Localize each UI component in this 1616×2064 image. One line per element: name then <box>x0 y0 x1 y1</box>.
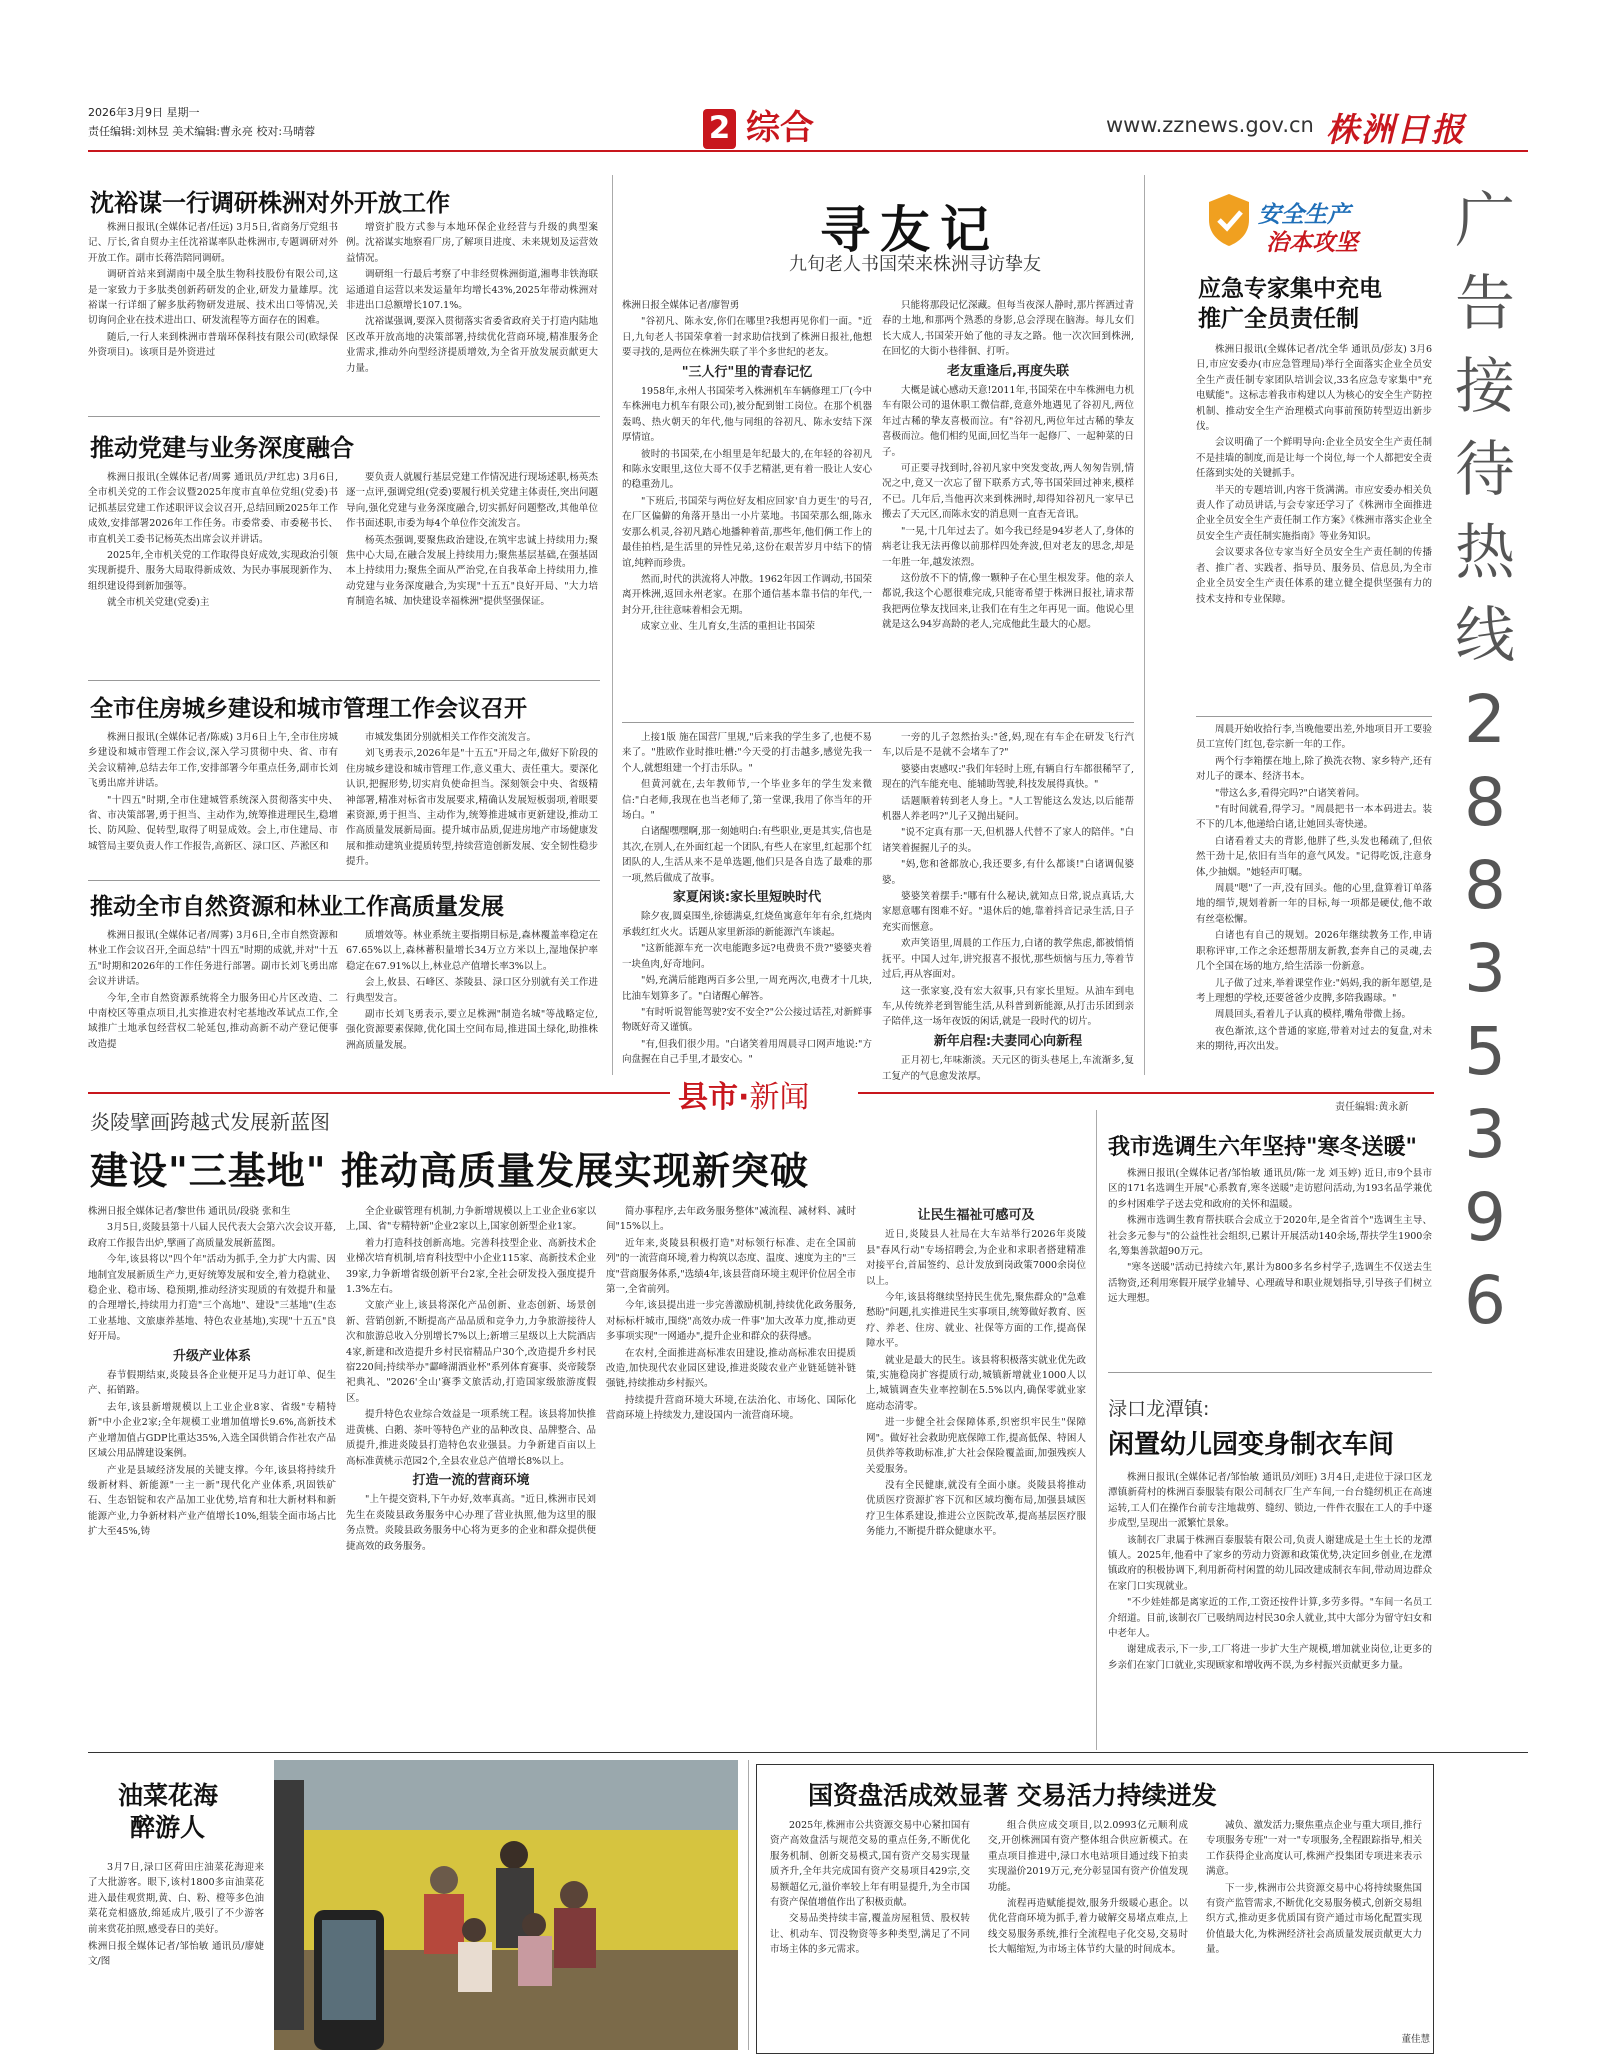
paragraph: 株洲市选调生教育帮扶联合会成立于2020年,是全省首个"选调生主导、社会多元参与"的公益性社会组织,已累计开展活动140余场,帮扶学生1900余名,筹集善款超90万元。 <box>1108 1215 1432 1258</box>
paragraph: 2025年,株洲市公共资源交易中心紧扣国有资产高效盘活与规范交易的重点任务,不断优化服务机制、创新交易模式,国有资产交易实现量质齐升,全年共完成国有资产交易项目429宗,交易额超亿元,溢价率较上年有明显提升,为全市国有资产保值增值作出了积极贡献。 <box>770 1820 970 1909</box>
article-11-credit: 董佳慧 <box>1401 2034 1430 2045</box>
paragraph: 副市长刘飞勇表示,要立足株洲"制造名城"等战略定位,强化资源要素保障,优化国土空间布局,推进国土绿化,助推株洲高质量发展。 <box>346 1009 598 1051</box>
article-11-title: 国资盘活成效显著 交易活力持续迸发 <box>808 1781 1217 1810</box>
paragraph: 白诸醒嘿嘿啊,那一刻她明白:有些职业,更是其实,信也是其次,在别人,在外面红起一个团队,有些人在家里,红起那个红团队的人,生活从来不是单选题,他们只是各自选了最难的那一项,然后做成了故事。 <box>622 826 872 884</box>
ad-char: 3 <box>1464 1096 1506 1173</box>
article-10-caption-block <box>88 1860 264 2050</box>
paragraph: 除夕夜,圆桌围坐,徐德满桌,红烧鱼寓意年年有余,红烧肉承载红红火火。话题从家里新添的新能源汽车谈起。 <box>622 911 872 938</box>
paragraph: 流程再造赋能提效,服务升级暖心惠企。以优化营商环境为抓手,着力破解交易堵点难点,上线交易服务系统,推行全流程电子化交易,交易时长大幅缩短,为市场主体节约大量的时间成本。 <box>988 1898 1188 1956</box>
paragraph: "有时间就看,得学习。"周晨把书一本本码进去。装不下的几本,他递给白诸,让她回头寄快递。 <box>1196 804 1432 831</box>
section-label-dot: · <box>738 1080 750 1115</box>
article-10-title-line-2: 醉游人 <box>130 1813 206 1842</box>
paragraph: 没有全民健康,就没有全面小康。炎陵县将推动优质医疗资源扩容下沉和区域均衡布局,加强县域医疗卫生体系建设,推进公立医院改革,提高基层医疗服务能力,不断提升群众健康水平。 <box>866 1479 1086 1538</box>
paragraph: 今年,全市自然资源系统将全力服务田心片区改造、二中南校区等重点项目,扎实推进农村宅基地改革试点工作,全域推广土地承包经营权二轮延包,推动高新不动产登记便事改造提 <box>88 992 338 1050</box>
article-9-kicker: 渌口龙潭镇: <box>1108 1398 1210 1420</box>
article-7-kicker: 炎陵擘画跨越式发展新蓝图 <box>90 1110 330 1134</box>
county-section-editor: 责任编辑:黄永新 <box>1335 1102 1409 1113</box>
subheading: 让民生福祉可感可及 <box>917 1208 1035 1223</box>
paragraph: "下班后,书国荣与两位好友相应回家'自力更生'的号召,在厂区偏僻的角落开垦出一小片菜地。书国荣那么细,陈永安那么机灵,谷初凡踏心地播种着苗,那些年,他们俩工作上的最佳拍档,是生活里的异性兄弟,这份在艰苦岁月中结下的情谊,纯粹而珍贵。 <box>622 495 872 569</box>
paragraph: 产业是县域经济发展的关键支撑。今年,该县将持续升级新材料、新能源"一主一新"现代化产业体系,巩固铁矿石、生态铝锭和农产品加工业优势,培育和壮大新材料和新能源产业,力争新材料产业产值增长10%,组装全面市场占比扩大至45%,铸 <box>88 1464 336 1538</box>
article-5-subtitle: 九旬老人书国荣来株洲寻访挚友 <box>789 254 1041 275</box>
paragraph: 会议明确了一个鲜明导向:企业全员安全生产责任制不是挂墙的制度,而是让每一个岗位,每一个人都把安全责任落到实处的关键抓手。 <box>1196 437 1432 480</box>
paragraph: 近年来,炎陵县积极打造"对标领行标准、走在全国前列"的一流营商环境,着力构筑以态度、温度、速度为主的"三度"营商服务体系,"选绩4年,该县营商环境主观评价位居全市第一,全省前列。 <box>606 1237 856 1296</box>
paragraph: 1958年,永州人书国荣考入株洲机车车辆修理工厂(今中车株洲电力机车有限公司),被分配到钳工岗位。在那个机器轰鸣、热火朝天的年代,他与同组的谷初凡、陈永安结下深厚情谊。 <box>622 386 872 444</box>
paragraph: 就全市机关党建(党委)主 <box>107 597 210 609</box>
paragraph: 刘飞勇表示,2026年是"十五五"开局之年,做好下阶段的住房城乡建设和城市管理工作,意义重大、责任重大。要深化认识,把握形势,切实肩负使命担当。深刻领会中央、省级精神部署,精准对标省市发展要求,精确认发展短板弱项,着眼要素资源,勇于担当、主动作为,统筹推进城市更新建设,推动工作高质量发展新局面。提升城市品质,促进房地产市场健康发展和推动建筑业提质转型,持续营造创新发展、安全韧性稳步提升。 <box>346 748 598 868</box>
photo-credit: 株洲日报全媒体记者/邹怡敏 通讯员/廖婕 文/图 <box>88 1941 264 1968</box>
paragraph: 婆婆笑着摆手:"哪有什么秘诀,就知点日常,说点真话,大家愿意哪有图难不好。"退休后的她,靠着抖音记录生活,日子充实而惬意。 <box>882 891 1134 933</box>
paragraph: 杨英杰强调,要聚焦政治建设,在筑牢忠诚上持续用力;聚焦中心大局,在融合发展上持续用力;聚焦基层基础,在强基固本上持续用力;聚焦全面从严治党,在自我革命上持续用力,推动党建与业务深度融合,为实现"十五五"良好开局、"大力培育制造名城、加快建设幸福株洲"提供坚强保证。 <box>346 534 598 608</box>
paragraph: 春节假期结束,炎陵县各企业便开足马力赶订单、促生产、拓销路。 <box>88 1370 336 1397</box>
ad-char: 8 <box>1464 764 1506 841</box>
paragraph: 大概是诚心感动天意!2011年,书国荣在中车株洲电力机车有限公司的退休职工微信群,竟意外地遇见了谷初凡,两位年过古稀的挚友喜极而泣。有"谷初凡,两位年过古稀的挚友喜极而泣。他们相约见面,回忆当年一起修厂、一起种菜的日子。 <box>882 385 1134 458</box>
article-7-column-1 <box>88 1204 336 1744</box>
paragraph: 夜色渐浓,这个普通的家庭,带着对过去的复盘,对未来的期待,再次出发。 <box>1196 1025 1432 1053</box>
paragraph: 会议要求各位专家当好全员安全生产责任制的传播者、推广者、实践者、指导员、服务员、信息员,为全市企业全员安全生产责任体系的建立健全提供坚强有力的技术支持和专业保障。 <box>1196 547 1432 605</box>
paragraph: 2025年,全市机关党的工作取得良好成效,实现政治引领实现新提升、服务大局取得新成效、为民办事展现新作为、组织建设得到新加强等。 <box>88 550 338 592</box>
paragraph: 会上,攸县、石峰区、茶陵县、渌口区分别就有关工作进行典型发言。 <box>346 977 598 1004</box>
paragraph: 这一张家宴,没有宏大叙事,只有家长里短。从油车到电车,从传统养老到智能生活,从科普到新能源,从打击乐团到亲子陪伴,这一场年夜饭的闲话,就是一段时代的切片。 <box>882 985 1134 1028</box>
subheading: 升级产业体系 <box>172 1348 251 1364</box>
paragraph: 两个行李箱摆在地上,除了换洗衣物、家乡特产,还有对儿子的课本、经济书本。 <box>1196 755 1432 783</box>
paragraph: 今年,该县将继续坚持民生优先,聚焦群众的"急难愁盼"问题,扎实推进民生实事项目,统筹做好教育、医疗、养老、住房、就业、社保等方面的工作,提高保障水平。 <box>866 1292 1086 1350</box>
paragraph: "带这么多,看得完吗?"白诸笑着问。 <box>1215 787 1365 799</box>
article-4-column-2 <box>346 928 598 1078</box>
ad-char: 5 <box>1464 1013 1506 1090</box>
paragraph: "寒冬送暖"活动已持续六年,累计为800多名乡村学子,选调生不仅送去生活物资,还利用寒假开展学业辅导、心理疏导和职业规划指导,引导孩子们树立远大理想。 <box>1108 1262 1432 1305</box>
paragraph: 3月5日,炎陵县第十八届人民代表大会第六次会议开幕,政府工作报告出炉,擘画了高质量发展新蓝图。 <box>88 1222 336 1249</box>
masthead-rule <box>88 150 1528 152</box>
article-7-column-3 <box>606 1204 856 1744</box>
article-11-column-2 <box>988 1818 1188 2046</box>
paragraph: 组合供应成交项目,以2.0993亿元顺利成交,开创株洲国有资产整体组合供应新模式。在重点项目推进中,渌口水电站项目通过线下拍卖实现溢价2019万元,充分彰显国有资产价值发现功能。 <box>988 1820 1188 1893</box>
article-6-title-line-1: 应急专家集中充电 <box>1198 276 1382 302</box>
article-11-column-3 <box>1206 1818 1422 2030</box>
paragraph: 婆婆由衷感叹:"我们年轻时上班,有辆自行车都很稀罕了,现在的汽车能充电、能辅助驾驶,科技发展得真快。" <box>882 763 1134 791</box>
divider <box>622 722 1134 723</box>
website-url: www.zznews.gov.cn <box>1106 113 1314 137</box>
article-3-title: 全市住房城乡建设和城市管理工作会议召开 <box>90 696 527 722</box>
article-7-column-4 <box>866 1204 1086 1744</box>
county-section-label <box>678 1072 809 1116</box>
photo-rapeseed-field <box>274 1760 738 2050</box>
ad-char: 待 <box>1455 435 1515 505</box>
article-1-title: 沈裕谋一行调研株洲对外开放工作 <box>90 189 450 217</box>
paragraph: 就业是最大的民生。该县将积极落实就业优先政策,实施稳岗扩容提质行动,城镇新增就业1000人以上,城镇调查失业率控制在5.5%以内,确保零就业家庭动态清零。 <box>866 1354 1086 1412</box>
article-3-column-2 <box>346 730 598 878</box>
divider <box>88 880 600 881</box>
paragraph: 提升特色农业综合效益是一项系统工程。该县将加快推进黄桃、白鹅、茶叶等特色产业的品种改良、品牌整合、品质提升,推进炎陵县打造特色农业强县。力争新建百亩以上高标准黄桃示范园2个,全县农业总产值增长8%以上。 <box>346 1409 596 1467</box>
article-7-column-2 <box>346 1204 596 1744</box>
paragraph: 半天的专题培训,内容干货满满。市应安委办相关负责人作了动员讲话,与会专家还学习了《株洲市全面推进企业全员安全生产责任制工作方案》《株洲市落实企业全员安全生产责任制实施指南》等业务知识。 <box>1196 484 1432 542</box>
paragraph: 彼时的书国荣,在小组里是年纪最大的,在年轻的谷初凡和陈永安眼里,这位大哥不仅手艺精湛,更有着一股让人安心的稳重劲儿。 <box>622 448 872 491</box>
byline: 株洲日报全媒体记者/黎世伟 通讯员/段骁 张和生 <box>88 1206 291 1217</box>
ad-char: 2 <box>1464 681 1506 758</box>
article-1-column-2 <box>346 220 598 410</box>
paragraph: 正月初七,年味渐淡。天元区的街头巷尾上,车流渐多,复工复产的气息愈发浓厚。 <box>882 1055 1134 1082</box>
section-label-part-2: 新闻 <box>749 1080 810 1115</box>
paragraph: 调研首站来到湖南中晟全肽生物科技股份有限公司,这是一家致力于多肽类创新药研发的企业,研发力量雄厚。沈裕谋一行详细了解多肽药物研发进展、技术出口等情况,关切询问企业在技术进出口、研发流程等方面存在的困难。 <box>88 269 338 327</box>
paragraph: 着力打造科技创新高地。完善科技型企业、高新技术企业梯次培育机制,培育科技型中小企业115家、高新技术企业39家,力争新增省级创新平台2家,全社会研发投入强度提升1.3%左右。 <box>346 1237 596 1296</box>
ad-char: 9 <box>1464 1179 1506 1256</box>
paragraph: "这新能源车充一次电能跑多远?电费贵不贵?"婆婆夹着一块鱼肉,好奇地问。 <box>622 943 872 970</box>
paragraph: 株洲日报讯(全媒体记者/陈威) 3月6日上午,全市住房城乡建设和城市管理工作会议,深入学习贯彻中央、省、市有关会议精神,总结去年工作,安排部署今年重点任务,副市长刘飞勇出席并讲话。 <box>88 732 338 790</box>
ad-char: 3 <box>1464 930 1506 1007</box>
section-rule-right <box>858 1092 1434 1094</box>
subheading: 新年启程:夫妻同心向新程 <box>933 1033 1083 1049</box>
paragraph: 株洲日报讯(全媒体记者/周雾) 3月6日,全市自然资源和林业工作会议召开,全面总结"十四五"时期的成就,并对"十五五"时期和2026年的工作任务进行部署。副市长刘飞勇出席会议并讲话。 <box>88 930 338 988</box>
photo-caption: 3月7日,渌口区荷田庄油菜花海迎来了大批游客。眼下,该村1800多亩油菜花进入最佳观赏期,黄、白、粉、橙等多色油菜花竞相盛放,绵延成片,吸引了不少游客前来赏花拍照,感受春日的美好。 <box>88 1862 264 1935</box>
article-4-column-1 <box>88 928 338 1078</box>
paragraph: 简办事程序,去年政务服务整体"减流程、减材料、减时间"15%以上。 <box>606 1206 856 1233</box>
paragraph: 增资扩股方式参与本地环保企业经营与升级的典型案例。沈裕谋实地察看厂房,了解项目进度、未来规划及运营效益情况。 <box>346 222 598 264</box>
paragraph: 然而,时代的洪流将人冲散。1962年因工作调动,书国荣离开株洲,返回永州老家。在那个通信基本靠书信的年代,一封分开,往往意味着相会无期。 <box>622 573 872 616</box>
ad-char: 8 <box>1464 847 1506 924</box>
masthead-date: 2026年3月9日 星期一 <box>88 106 200 119</box>
subheading: 家夏闲谈:家长里短映时代 <box>672 890 822 906</box>
byline: 株洲日报全媒体记者/廖智勇 <box>622 300 740 311</box>
paragraph: 文旅产业上,该县将深化产品创新、业态创新、场景创新、营销创新,不断提高产品品质和竞争力,力争旅游接待人次和旅游总收入分别增长7%以上;新增三星级以上大院酒店4家,新建和改造提升乡村民宿精品户30个,改造提升乡村民宿220间;持续举办"酃峰湖酒业杯"系列体育赛事、炎帝陵祭祀典礼、"2026'全山'赛季文旅活动,打造国家级旅游度假区。 <box>346 1300 596 1404</box>
paragraph: 成家立业、生儿育女,生活的重担让书国荣 <box>641 621 816 633</box>
ad-char: 接 <box>1455 352 1515 422</box>
column-divider <box>748 1760 749 2050</box>
paragraph: 随后,一行人来到株洲市普瑞环保科技有限公司(欧绿保外资项目)。该项目是外资进过 <box>88 331 338 359</box>
paragraph: 调研组一行最后考察了中非经贸株洲街道,湘粤非铁海联运通道自运营以来发运量年均增长43%,2025年带动株洲对非进出口总额增长107.1%。 <box>346 269 598 312</box>
shield-icon <box>1205 192 1253 248</box>
article-7-title: 建设"三基地" 推动高质量发展实现新突破 <box>90 1149 809 1193</box>
article-5-column-4 <box>882 730 1134 1082</box>
article-2-title: 推动党建与业务深度融合 <box>90 434 354 462</box>
paragraph: 市城发集团分别就相关工作作交流发言。 <box>365 732 537 743</box>
paragraph: 儿子做了过来,举着课堂作业:"妈妈,我的新年愿望,是考上理想的学校,还要爸爸少皮脾,多陪我踢球。" <box>1196 977 1432 1004</box>
subheading: "三人行"里的青春记忆 <box>681 364 813 380</box>
article-10-title-line-1: 油菜花海 <box>118 1781 219 1810</box>
paragraph: 白诸也有自己的规划。2026年继续教务工作,申请职称评审,工作之余还想帮朋友新教,套奔自己的灵魂,去几个全国在场的地方,给生活添一份新意。 <box>1196 930 1432 973</box>
paragraph: "有,但我们很少用。"白诸笑着用周晨寻口网声地说:"方向盘握在自己手里,才最安心。" <box>622 1038 872 1066</box>
paragraph: 交易品类持续丰富,覆盖房屋租赁、股权转让、机动车、罚没物资等多种类型,满足了不同市场主体的多元需求。 <box>770 1913 970 1956</box>
ad-char: 热 <box>1455 518 1515 588</box>
paragraph: 下一步,株洲市公共资源交易中心将持续聚焦国有资产监管需求,不断优化交易服务模式,创新交易组织方式,推动更多优质国有资产通过市场化配置实现价值最大化,为株洲经济社会高质量发展贡献更大力量。 <box>1206 1882 1422 1956</box>
article-5-column-1 <box>622 298 872 718</box>
ad-char: 线 <box>1455 601 1515 671</box>
paragraph: 话题顺着转到老人身上。"人工智能这么发达,以后能帮机器人养老吗?"儿子又抛出疑问。 <box>882 795 1134 823</box>
paragraph: 周晨"嗯"了一声,没有回头。他的心里,盘算着订单落地的细节,规划着新一年的目标,每一项都是硬仗,他不敢有丝毫松懈。 <box>1196 883 1432 925</box>
paragraph: 周晨开始收拾行李,当晚他要出差,外地项目开工要验员工宣传门红包,卷宗新一年的工作。 <box>1196 724 1432 751</box>
subheading: 打造一流的营商环境 <box>412 1472 530 1488</box>
paragraph: "说不定真有那一天,但机器人代替不了家人的陪伴。"白诸笑着握握儿子的头。 <box>882 827 1134 854</box>
article-9-title: 闲置幼儿园变身制衣车间 <box>1108 1430 1395 1460</box>
paragraph: "不少娃娃都是离家近的工作,工资还按件计算,多劳多得。"车间一名员工介绍道。目前,该制衣厂已吸纳周边村民30余人就业,其中大部分为留守妇女和中老年人。 <box>1108 1597 1432 1640</box>
paragraph: 株洲日报讯(全媒体记者/邹怡敏 通讯员/刘旺) 3月4日,走进位于渌口区龙潭镇新荷村的株洲百泰服装有限公司制衣厂生产车间,一台台缝纫机正在高速运转,工人们在操作台前专注地裁剪、缝纫、锁边,一件件衣服在工人的手中逐步成型,呈现出一派繁忙景象。 <box>1108 1472 1432 1530</box>
article-5-column-2 <box>882 298 1134 718</box>
paragraph: 株洲日报讯(全媒体记者/周雾 通讯员/尹红忠) 3月6日,全市机关党的工作会议暨2025年度市直单位党组(党委)书记抓基层党建工作述职评议会议召开,总结回顾2025年工作成效,安排部署2026年工作任务。市委常委、市委秘书长、市直机关工委书记杨英杰出席会议并讲话。 <box>88 472 338 545</box>
article-8-body <box>1108 1166 1432 1366</box>
column-divider <box>1144 175 1145 1075</box>
article-4-title: 推动全市自然资源和林业工作高质量发展 <box>90 894 504 920</box>
divider <box>88 1752 1528 1753</box>
paragraph: 株洲日报讯(全媒体记者/任远) 3月5日,省商务厅党组书记、厅长,省自贸办主任沈裕谋率队赴株洲市,专题调研对外开放工作。副市长蒋浩陪同调研。 <box>88 222 338 264</box>
article-2-column-1 <box>88 470 338 690</box>
paragraph: "上午提交资料,下午办好,效率真高。"近日,株洲市民刘先生在炎陵县政务服务中心办理了营业执照,他为这里的服务点赞。炎陵县政务服务中心将为更多的企业和群众提供便捷高效的政务服务。 <box>346 1494 596 1552</box>
paragraph: "妈,充满后能跑两百多公里,一周充两次,电费才十几块,比油车划算多了。"白诸醒心解答。 <box>622 975 872 1002</box>
paragraph: "有时听说智能驾驶?安不安全?"公公接过话茬,对新鲜事物既好奇又谨慎。 <box>622 1006 872 1034</box>
ad-char: 广 <box>1455 186 1515 256</box>
article-6-column-2 <box>1196 722 1432 1072</box>
paragraph: 白诸看着丈夫的背影,他胖了些,头发也稀疏了,但依然干劲十足,依旧有当年的意气风发。"记得吃饭,注意身体,少抽烟。"她轻声叮嘱。 <box>1196 835 1432 878</box>
section-rule-left <box>88 1092 670 1094</box>
paragraph: 周晨回头,看着儿子认真的模样,嘴角带微上扬。 <box>1215 1009 1412 1021</box>
paragraph: 可正要寻找到时,谷初凡家中突发变故,两人匆匆告别,情况之中,竟又一次忘了留下联系方式,等书国荣回过神来,模样不已。几年后,当他再次来到株洲时,却得知谷初凡一家早已搬去了天元区,而陈永安的消息则一直杳无音讯。 <box>882 463 1134 521</box>
article-1-column-1 <box>88 220 338 410</box>
subheading: 老友重逢后,再度失联 <box>947 363 1069 379</box>
paragraph: 质增效等。林业系统主要指期目标是,森林覆盖率稳定在67.65%以上,森林蓄积量增长34万立方米以上,湿地保护率稳定在67.91%以上,林业总产值增长率3%以上。 <box>346 930 598 972</box>
divider <box>1196 716 1432 717</box>
paragraph: 全企业碳管理有机制,力争新增规模以上工业企业6家以上,国、省"专精特新"企业2家以上,国家创新型企业1家。 <box>346 1206 596 1233</box>
article-5-column-3 <box>622 730 872 1070</box>
paragraph: 持续提升营商环境大环境,在法治化、市场化、国际化营商环境上持续发力,建设国内一流营商环境。 <box>606 1394 856 1422</box>
article-2-column-2 <box>346 470 598 690</box>
paragraph: 沈裕谋强调,要深入贯彻落实省委省政府关于打造内陆地区改革开放高地的决策部署,持续优化营商环境,精准服务企业需求,推动外向型经济提质增效,为全省开放发展贡献更大力量。 <box>346 316 598 374</box>
paragraph: "妈,您和爸都放心,我还要多,有什么都谈!"白诸调侃婆婆。 <box>882 859 1134 886</box>
divider <box>88 680 600 681</box>
paragraph: 欢声笑语里,周晨的工作压力,白诸的教学焦虑,都被悄悄抚平。中国人过年,讲究报喜不报忧,那些烦恼与压力,等着节过后,再从容面对。 <box>882 938 1134 981</box>
article-6-title-line-2: 推广全员责任制 <box>1198 306 1359 332</box>
paragraph: 谢建成表示,下一步,工厂将进一步扩大生产规模,增加就业岗位,让更多的乡亲们在家门口就业,实现顾家和增收两不误,为乡村振兴贡献更多力量。 <box>1108 1644 1432 1671</box>
article-8-title: 我市选调生六年坚持"寒冬送暖" <box>1108 1135 1417 1160</box>
paragraph: 这份放不下的情,像一颗种子在心里生根发芽。他的亲人都说,我这个心愿很难完成,只能寄希望于株洲日报社,请求帮我把两位挚友找回来,让我们在有生之年再见一面。他说心里就是这么94岁高龄的老人,完成他此生最大的心愿。 <box>882 572 1134 631</box>
paragraph: "谷初凡、陈永安,你们在哪里?我想再见你们一面。"近日,九旬老人书国荣拿着一封求助信找到了株洲日报社,他想要寻找的,是两位在株洲失联了半个多世纪的老友。 <box>622 316 872 359</box>
paper-logo: 株洲日报 <box>1326 110 1466 149</box>
paragraph: 株洲日报讯(全媒体记者/沈全华 通讯员/彭友) 3月6日,市应安委办(市应急管理局)举行全面落实企业全员安全生产责任制专家团队培训会议,33名应急专家集中"充电赋能"。这标志着我市构建以人为核心的安全生产防控机制、推动安全生产治理模式向事前预防转型迈出新步伐。 <box>1196 344 1432 433</box>
divider <box>88 416 600 417</box>
paragraph: 只能将那段记忆深藏。但每当夜深人静时,那片挥洒过青春的土地,和那两个熟悉的身影,总会浮现在脑海。每儿女们长大成人,书国荣开始了他的寻友之路。他一次次回到株洲,在回忆的大街小巷徘徊、打听。 <box>882 300 1134 358</box>
sidebar-ad-hotline <box>1442 180 1528 1740</box>
paragraph: 一旁的儿子忽然抬头:"爸,妈,现在有车企在研发飞行汽车,以后是不是就不会堵车了?" <box>882 732 1134 759</box>
paragraph: 去年,该县新增规模以上工业企业8家、省级"专精特新"中小企业2家;全年规模工业增加值增长9.6%,高新技术产业增加值占GDP比重达35%,入选全国供销合作社农产品区域公用品牌建设案例。 <box>88 1401 336 1460</box>
section-label-part-1: 县市 <box>678 1080 738 1115</box>
paragraph: "一晃,十几年过去了。如今我已经是94岁老人了,身体的病老让我无法再像以前那样四处奔波,但对老友的思念,却是一年胜一年,越发浓烈。 <box>882 525 1134 568</box>
ad-char: 告 <box>1455 269 1515 339</box>
paragraph: "十四五"时期,全市住建城管系统深入贯彻落实中央、省、市决策部署,勇于担当、主动作为,统筹推进理民生,稳增长、防风险、促转型,取得了明显成效。会上,市住建局、市城管局主要负责人作工作报告,高新区、渌口区、芦淞区和 <box>88 794 338 852</box>
paragraph: 近日,炎陵县人社局在大车站举行2026年炎陵县"春风行动"专场招聘会,为企业和求职者搭建精准对接平台,首届签约、总计发放到岗政策7000余岗位以上。 <box>866 1229 1086 1287</box>
article-9-body <box>1108 1470 1432 1742</box>
ad-char: 6 <box>1464 1262 1506 1339</box>
paragraph: 上接1版 施在国营厂里规,"后来我的学生多了,也便不易来了。"胜欧作业时推吐槽:"今天受的打击越多,感觉先我一个人,就想组建一个打击乐队。" <box>622 732 872 774</box>
paragraph: 株洲日报讯(全媒体记者/邹怡敏 通讯员/陈一龙 刘玉婷) 近日,市9个县市区的171名选调生开展"心系教育,寒冬送暖"走访慰问活动,为193名品学兼优的乡村困难学子送去党和政府的关怀和温暖。 <box>1108 1168 1432 1210</box>
section-name: 综合 <box>746 108 814 148</box>
article-11-column-1 <box>770 1818 970 2046</box>
paragraph: 在农村,全面推进高标准农田建设,推动高标准农田提质改造,加快现代农业园区建设,推进炎陵农业产业链延链补链强链,持续推动乡村振兴。 <box>606 1347 856 1390</box>
divider <box>1108 1372 1432 1373</box>
article-3-column-1 <box>88 730 338 878</box>
column-divider <box>1096 1110 1097 1750</box>
article-5-title: 寻友记 <box>820 201 1000 259</box>
paragraph: 但黄河就在,去年教师节,一个毕业多年的学生发来微信:"白老师,我现在也当老师了,第一堂课,我用了你当年的开场白。" <box>622 779 872 822</box>
paragraph: 要负责人就履行基层党建工作情况进行现场述职,杨英杰逐一点评,强调党组(党委)要履行机关党建主体责任,突出问题导向,强化党建与业务深度融合,切实抓好问题整改,其他单位作书面述职,市委为每4个单位作交流发言。 <box>346 472 598 530</box>
article-6-column-1 <box>1196 342 1432 712</box>
column-divider <box>612 175 613 1075</box>
paragraph: 进一步健全社会保障体系,织密织牢民生"保障网"。做好社会救助兜底保障工作,提高低保、特困人员供养等救助标准,扩大社会保险覆盖面,加强残疾人关爱服务。 <box>866 1417 1086 1475</box>
paragraph: 减负、激发活力;聚焦重点企业与重大项目,推行专项服务专班"一对一"专项服务,全程跟踪指导,相关工作获得企业高度认可,株洲产投集团专项进来表示满意。 <box>1206 1820 1422 1878</box>
paragraph: 该制衣厂隶属于株洲百泰服装有限公司,负责人谢建成是土生土长的龙潭镇人。2025年,他看中了家乡的劳动力资源和政策优势,决定回乡创业,在龙潭镇政府的积极协调下,利用新荷村闲置的幼儿园改建成制衣车间,带动周边群众在家门口实现就业。 <box>1108 1534 1432 1592</box>
safety-banner-line-2: 治本攻坚 <box>1266 230 1358 256</box>
masthead-editors: 责任编辑:刘林昱 美术编辑:曹永亮 校对:马晴蓉 <box>88 125 316 138</box>
safety-banner-line-1: 安全生产 <box>1258 202 1350 228</box>
page-number: 2 <box>708 110 731 146</box>
paragraph: 今年,该县将以"四个年"活动为抓手,全力扩大内需、因地制宜发展新质生产力,更好统筹发展和安全,着力稳就业、稳企业、稳市场、稳预期,推动经济实现质的有效提升和量的合理增长,持续用力打造"三个高地"、建设"三基地"(生态工业基地、文旅康养基地、特色农业基地),实现"十五五"良好开局。 <box>88 1254 336 1343</box>
paragraph: 今年,该县提出进一步完善激励机制,持续优化政务服务,对标标杆城市,围绕"高效办成一件事"加大改革力度,推动更多事项实现"一网通办",提升企业和群众的获得感。 <box>606 1300 856 1343</box>
